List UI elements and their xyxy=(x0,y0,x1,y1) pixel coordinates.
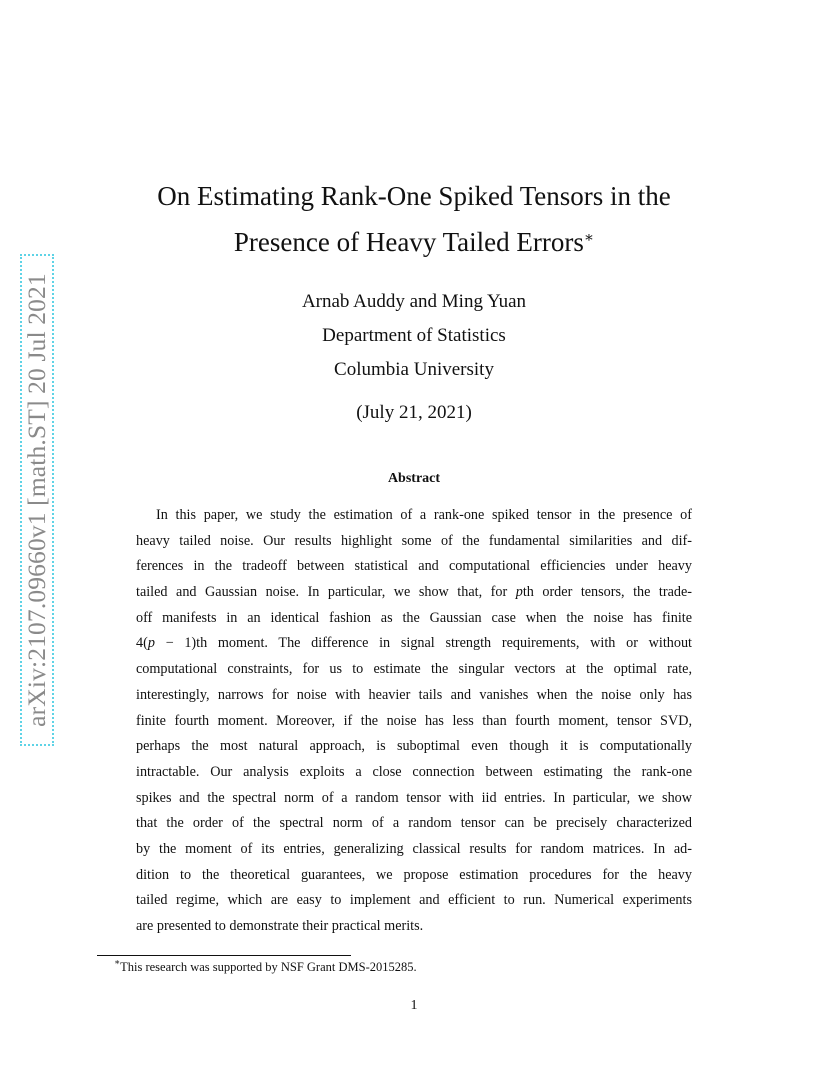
abstract-line: interestingly, narrows for noise with heavier tails and vanishes when the noise only has xyxy=(136,686,692,703)
abstract-line: heavy tailed noise. Our results highlight some of the fundamental similarities and dif- xyxy=(136,532,692,549)
title-line-1: On Estimating Rank-One Spiked Tensors in the xyxy=(157,181,671,211)
abstract-line: dition to the theoretical guarantees, we propose estimation procedures for the heavy xyxy=(136,866,692,883)
paper-title xyxy=(100,173,728,265)
abstract-line: by the moment of its entries, generalizing classical results for random matrices. In ad- xyxy=(136,840,692,857)
abstract-line: tailed regime, which are easy to implement and efficient to run. Numerical experiments xyxy=(136,892,692,909)
abstract-line: In this paper, we study the estimation of a rank-one spiked tensor in the presence of xyxy=(156,507,692,523)
abstract-line: ferences in the tradeoff between statistical and computational efficiencies under heavy xyxy=(136,558,692,575)
abstract-line: tailed and Gaussian noise. In particular, we show that, for pth order tensors, the trade- xyxy=(136,584,693,601)
footnote-text: This research was supported by NSF Grant DMS-2015285. xyxy=(120,960,417,974)
footnote xyxy=(114,957,417,975)
abstract-line: are presented to demonstrate their practical merits. xyxy=(136,918,424,934)
paper-authors: Arnab Auddy and Ming Yuan xyxy=(301,291,527,312)
abstract-line: 4(p − 1)th moment. The difference in signal strength requirements, with or without xyxy=(136,635,692,652)
abstract-line: computational constraints, for us to estimate the singular vectors at the optimal rate, xyxy=(136,661,692,678)
title-line-2-text: Presence of Heavy Tailed Errors xyxy=(233,227,584,257)
abstract-line: finite fourth moment. Moreover, if the noise has less than fourth moment, tensor SVD, xyxy=(136,712,692,729)
paper-date: (July 21, 2021) xyxy=(356,402,472,423)
abstract-line: off manifests in an identical fashion as the Gaussian case when the noise has finite xyxy=(136,609,692,626)
author-department: Department of Statistics xyxy=(322,325,506,346)
abstract-line: spikes and the spectral norm of a random tensor with iid entries. In particular, we show xyxy=(136,789,692,806)
abstract-line: intractable. Our analysis exploits a close connection between estimating the rank-one xyxy=(136,763,692,780)
author-university: Columbia University xyxy=(334,359,494,380)
abstract-heading: Abstract xyxy=(387,471,441,486)
abstract-line: perhaps the most natural approach, is suboptimal even though it is computationally xyxy=(136,738,692,755)
title-footnote-mark: ∗ xyxy=(583,230,595,246)
abstract-line: that the order of the spectral norm of a random tensor can be precisely characterized xyxy=(136,815,692,832)
footnote-mark: ∗ xyxy=(114,957,121,967)
footnote-rule xyxy=(97,955,351,956)
title-line-2 xyxy=(100,219,728,265)
abstract-body xyxy=(136,503,692,940)
page-number: 1 xyxy=(410,998,418,1013)
arxiv-identifier: arXiv:2107.09660v1 [math.ST] 20 Jul 2021 xyxy=(22,273,51,727)
